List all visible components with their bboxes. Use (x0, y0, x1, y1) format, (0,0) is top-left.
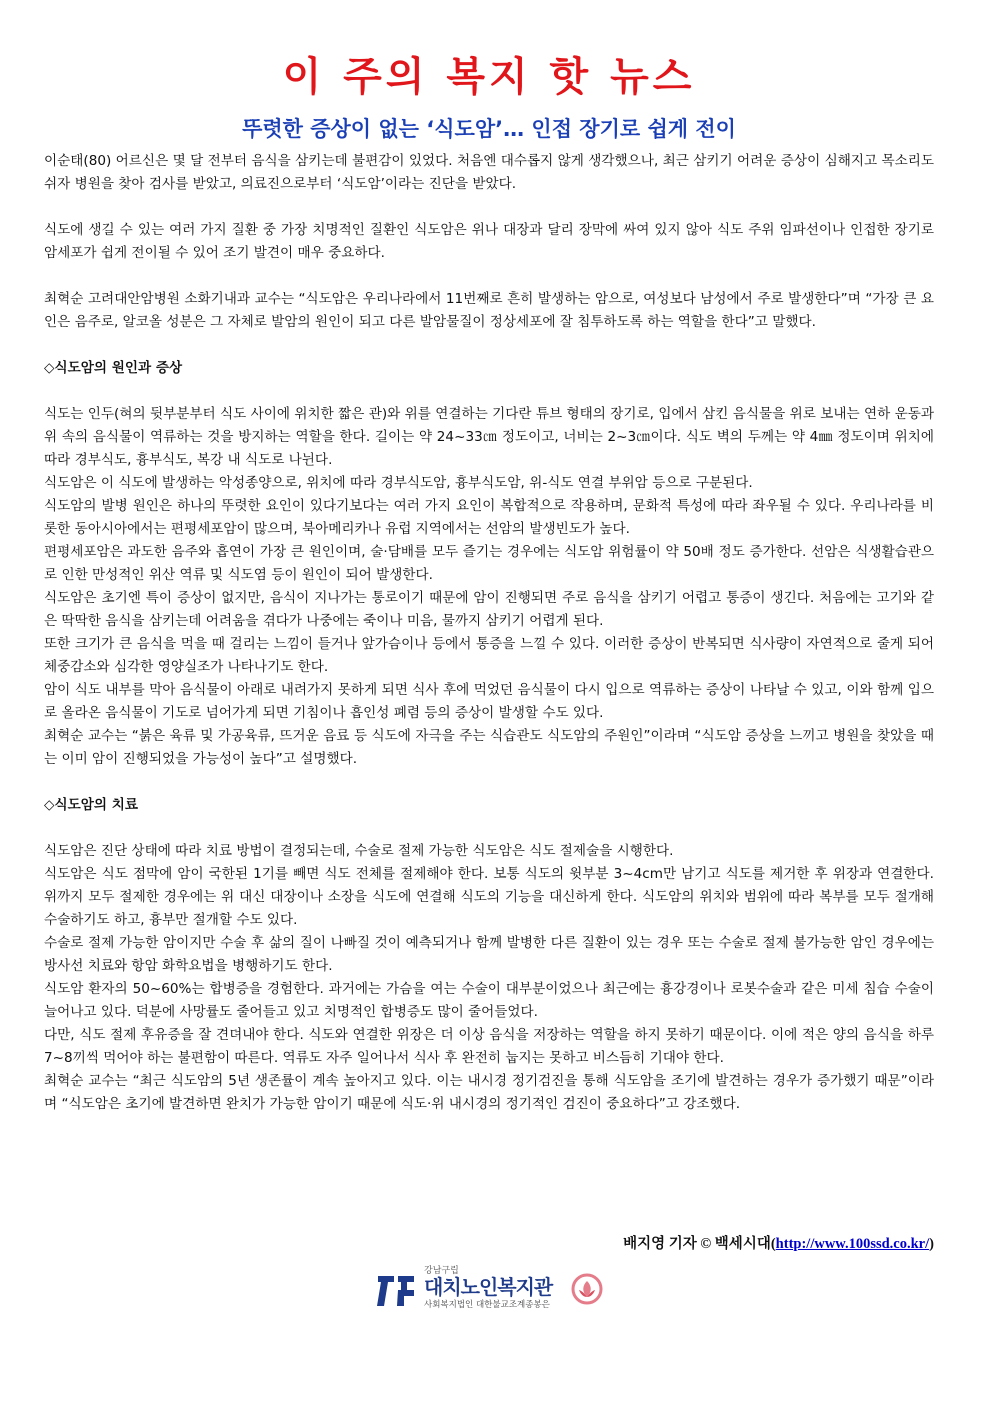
byline (623, 1234, 934, 1254)
paragraph: 식도는 인두(혀의 뒷부분부터 식도 사이에 위치한 짧은 관)와 위를 연결하는 기다란 튜브 형태의 장기로, 입에서 삼킨 음식물을 위로 보내는 연하 운동과 위 속의 음식물이 역류하는 것을 방지하는 역할을 한다. 길이는 약 24~33㎝ 정도이고, 너비는 2~3㎝이다. 식도 벽의 두께는 약 4㎜ 정도이며 위치에 따라 경부식도, 흉부식도, 복강 내 식도로 나뉜다. (44, 406, 934, 468)
paragraph: 다만, 식도 절제 후유증을 잘 견뎌내야 한다. 식도와 연결한 위장은 더 이상 음식을 저장하는 역할을 하지 못하기 때문이다. 이에 적은 양의 음식을 하루 7~8끼씩 먹어야 하는 불편함이 따른다. 역류도 자주 일어나서 식사 후 완전히 눕지는 못하고 비스듬히 기대야 한다. (44, 1027, 934, 1066)
paragraph: 최혁순 교수는 “최근 식도암의 5년 생존률이 계속 높아지고 있다. 이는 내시경 정기검진을 통해 식도암을 조기에 발견하는 경우가 증가했기 때문”이라며 “식도암은 초기에 발견하면 완치가 가능한 암이기 때문에 식도·위 내시경의 정기적인 검진이 중요하다”고 강조했다. (44, 1073, 934, 1112)
paragraph: 식도에 생길 수 있는 여러 가지 질환 중 가장 치명적인 질환인 식도암은 위나 대장과 달리 장막에 싸여 있지 않아 식도 주위 임파선이나 인접한 장기로 암세포가 쉽게 전이될 수 있어 조기 발견이 매우 중요하다. (44, 222, 934, 261)
paragraph: 수술로 절제 가능한 암이지만 수술 후 삶의 질이 나빠질 것이 예측되거나 함께 발병한 다른 질환이 있는 경우 또는 수술로 절제 불가능한 암인 경우에는 방사선 치료와 항암 화학요법을 병행하기도 한다. (44, 935, 934, 974)
paragraph: 식도암의 발병 원인은 하나의 뚜렷한 요인이 있다기보다는 여러 가지 요인이 복합적으로 작용하며, 문화적 특성에 따라 좌우될 수 있다. 우리나라를 비롯한 동아시아에서는 편평세포암이 많으며, 북아메리카나 유럽 지역에서는 선암의 발생빈도가 높다. (44, 498, 934, 537)
paragraph: 식도암은 이 식도에 발생하는 악성종양으로, 위치에 따라 경부식도암, 흉부식도암, 위-식도 연결 부위암 등으로 구분된다. (44, 475, 753, 491)
byline-suffix: ) (929, 1236, 934, 1252)
welfare-center-logo (374, 1264, 604, 1316)
logo-name: 대치노인복지관 (424, 1275, 553, 1299)
paragraph: 암이 식도 내부를 막아 음식물이 아래로 내려가지 못하게 되면 식사 후에 먹었던 음식물이 다시 입으로 역류하는 증상이 나타날 수 있고, 이와 함께 입으로 올라온 음식물이 기도로 넘어가게 되면 기침이나 흡인성 폐렴 등의 증상이 발생할 수도 있다. (44, 682, 934, 721)
paragraph: 최혁순 교수는 “붉은 육류 및 가공육류, 뜨거운 음료 등 식도에 자극을 주는 식습관도 식도암의 주원인”이라며 “식도암 증상을 느끼고 병원을 찾았을 때는 이미 암이 진행되었을 가능성이 높다”고 설명했다. (44, 728, 934, 767)
logo-mark-icon (374, 1270, 418, 1310)
paragraph: 편평세포암은 과도한 음주와 흡연이 가장 큰 원인이며, 술·담배를 모두 즐기는 경우에는 식도암 위험률이 약 50배 정도 증가한다. 선암은 식생활습관으로 인한 만성적인 위산 역류 및 식도염 등이 원인이 되어 발생한다. (44, 544, 934, 583)
paragraph: 식도암 환자의 50~60%는 합병증을 경험한다. 과거에는 가슴을 여는 수술이 대부분이었으나 최근에는 흉강경이나 로봇수술과 같은 미세 침습 수술이 늘어나고 있다. 덕분에 사망률도 줄어들고 있고 치명적인 합병증도 많이 줄어들었다. (44, 981, 934, 1020)
paragraph: 또한 크기가 큰 음식을 먹을 때 걸리는 느낌이 들거나 앞가슴이나 등에서 통증을 느낄 수 있다. 이러한 증상이 반복되면 식사량이 자연적으로 줄게 되어 체중감소와 심각한 영양실조가 나타나기도 한다. (44, 636, 934, 675)
paragraph: 최혁순 고려대안암병원 소화기내과 교수는 “식도암은 우리나라에서 11번째로 흔히 발생하는 암으로, 여성보다 남성에서 주로 발생한다”며 “가장 큰 요인은 음주로, 알코올 성분은 그 자체로 발암의 원인이 되고 다른 발암물질이 정상세포에 잘 침투하도록 하는 역할을 한다”고 말했다. (44, 291, 934, 330)
logo-region: 강남구립 (424, 1266, 459, 1276)
source-link[interactable]: http://www.100ssd.co.kr/ (775, 1236, 930, 1252)
article-subtitle: 뚜렷한 증상이 없는 ‘식도암’… 인접 장기로 쉽게 전이 (242, 117, 736, 141)
lotus-emblem-icon (570, 1272, 604, 1306)
paragraph: 식도암은 진단 상태에 따라 치료 방법이 결정되는데, 수술로 절제 가능한 식도암은 식도 절제술을 시행한다. (44, 843, 674, 859)
section-heading-causes: ◇식도암의 원인과 증상 (44, 360, 183, 376)
page-title: 이 주의 복지 핫 뉴스 (282, 54, 696, 100)
section-heading-treatment: ◇식도암의 치료 (44, 797, 138, 813)
article-body (44, 150, 934, 1116)
paragraph: 식도암은 식도 점막에 암이 국한된 1기를 빼면 식도 전체를 절제해야 한다. 보통 식도의 윗부분 3~4cm만 남기고 식도를 제거한 후 위장과 연결한다. 위까지 모두 절제한 경우에는 위 대신 대장이나 소장을 식도에 연결해 식도의 기능을 대신하게 한다. 식도암의 위치와 범위에 따라 복부를 모두 절개해 수술하기도 하고, 흉부만 절개할 수도 있다. (44, 866, 934, 928)
byline-prefix: 배지영 기자 © 백세시대( (623, 1236, 776, 1252)
paragraph: 이순태(80) 어르신은 몇 달 전부터 음식을 삼키는데 불편감이 있었다. 처음엔 대수롭지 않게 생각했으나, 최근 삼키기 어려운 증상이 심해지고 목소리도 쉬자 병원을 찾아 검사를 받았고, 의료진으로부터 ‘식도암’이라는 진단을 받았다. (44, 153, 934, 192)
paragraph: 식도암은 초기엔 특이 증상이 없지만, 음식이 지나가는 통로이기 때문에 암이 진행되면 주로 음식을 삼키기 어렵고 통증이 생긴다. 처음에는 고기와 같은 딱딱한 음식을 삼키는데 어려움을 겪다가 나중에는 죽이나 미음, 물까지 삼키기 어렵게 된다. (44, 590, 934, 629)
logo-subtitle: 사회복지법인 대한불교조계종봉은 (424, 1300, 550, 1310)
